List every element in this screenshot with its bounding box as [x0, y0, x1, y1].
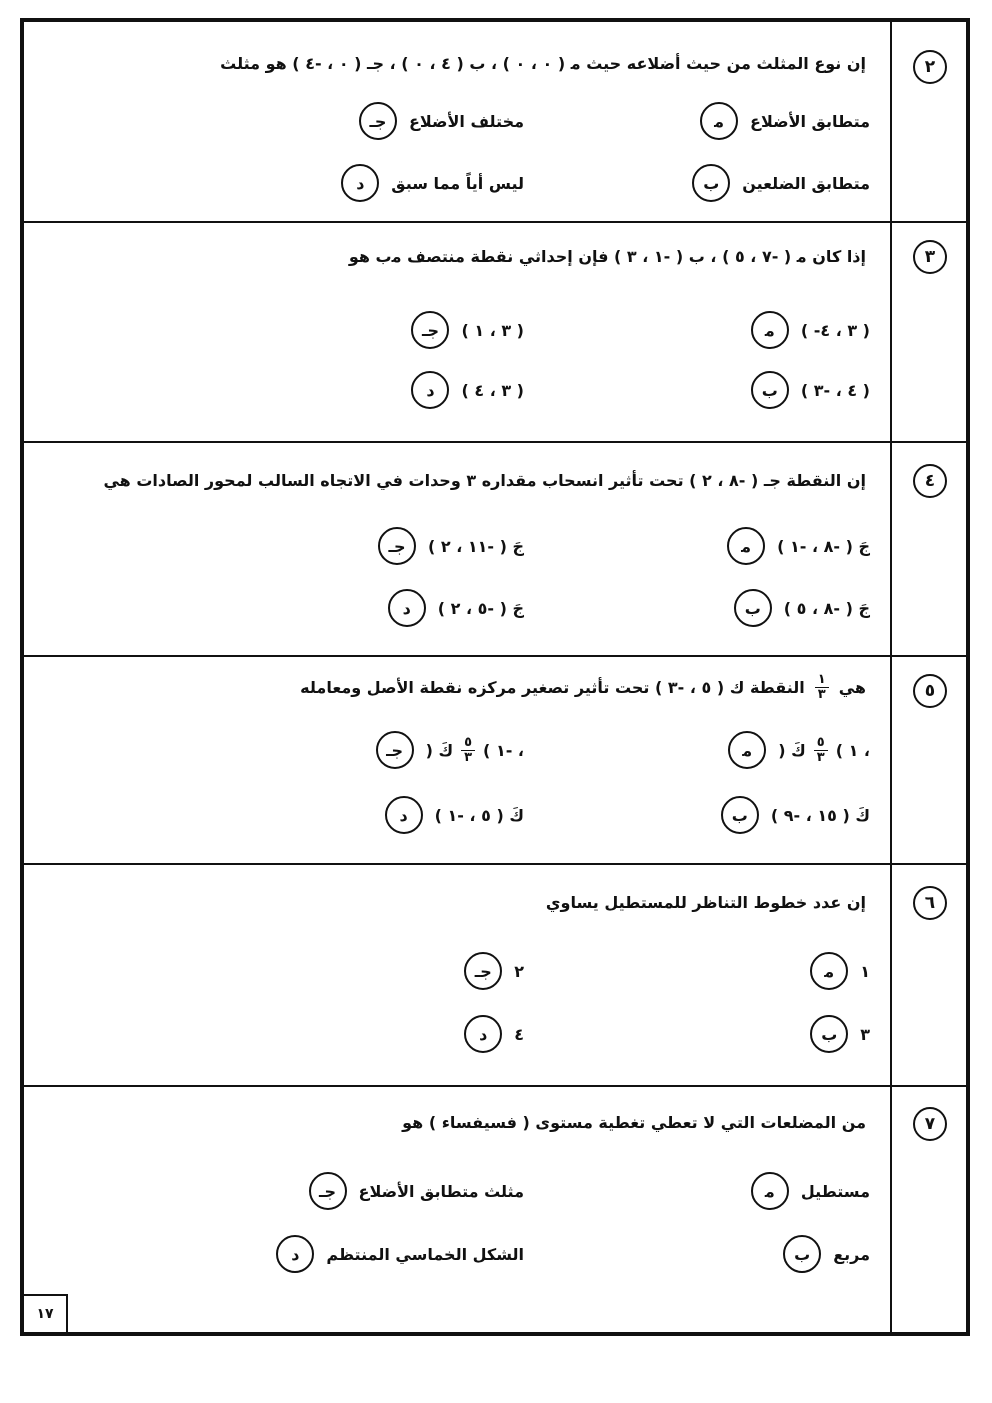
option-text: ( ٣ ، ٤ ) — [461, 380, 524, 400]
fraction-numerator: ٥ — [814, 736, 828, 751]
option-text: ٢ — [514, 961, 524, 981]
question-text-part: هي — [838, 678, 866, 697]
option-b[interactable] — [734, 589, 870, 627]
option-text: متطابق الضلعين — [742, 173, 870, 193]
question-text: إن نوع المثلث من حيث أضلاعه حيث ﻣ ( ٠ ، ٠ ) ، ب ( ٤ ، ٠ ) ، جـ ( ٠ ، -٤ ) هو مثلث — [220, 54, 866, 73]
option-b[interactable] — [810, 1015, 870, 1053]
option-d[interactable] — [411, 371, 524, 409]
option-a[interactable] — [751, 311, 870, 349]
option-text — [426, 736, 524, 765]
option-c[interactable] — [359, 102, 524, 140]
fraction-denominator: ٣ — [464, 749, 473, 765]
option-text: كَ ( ١٥ ، -٩ ) — [770, 805, 870, 825]
option-letter: ﻣ — [700, 102, 738, 140]
option-b[interactable] — [721, 796, 870, 834]
option-text: مثلث متطابق الأضلاع — [358, 1181, 524, 1201]
option-text: الشكل الخماسي المنتظم — [326, 1244, 524, 1264]
option-text-part: ، -١ ) — [483, 740, 524, 760]
option-letter: ب — [751, 371, 789, 409]
option-letter: د — [341, 164, 379, 202]
option-text: ٤ — [514, 1024, 524, 1044]
option-d[interactable] — [341, 164, 524, 202]
option-a[interactable] — [727, 527, 870, 565]
option-d[interactable] — [385, 796, 524, 834]
option-text: ( -٣ ، ٤ ) — [800, 320, 870, 340]
question-number: ٦ — [913, 886, 947, 920]
option-text: مستطيل — [800, 1181, 870, 1201]
question-row — [24, 221, 966, 443]
option-text: جَ ( -٨ ، -١ ) — [777, 536, 870, 556]
option-letter: د — [464, 1015, 502, 1053]
option-text-part: كَ ( — [778, 740, 806, 760]
question-text — [300, 673, 866, 702]
option-b[interactable] — [751, 371, 870, 409]
exam-sheet — [20, 18, 970, 1336]
option-letter: د — [276, 1235, 314, 1273]
question-text-part: النقطة ك ( ٥ ، -٣ ) تحت تأثير تصغير مركزه نقطة الأصل ومعامله — [300, 678, 805, 697]
fraction — [815, 673, 829, 702]
option-letter: ﻣ — [728, 731, 766, 769]
option-letter: ﻣ — [810, 952, 848, 990]
fraction-denominator: ٣ — [817, 687, 826, 702]
option-a[interactable] — [728, 731, 870, 769]
fraction-numerator: ٥ — [461, 736, 475, 751]
option-letter: د — [385, 796, 423, 834]
option-b[interactable] — [692, 164, 870, 202]
question-row — [24, 655, 966, 865]
option-letter: ﻣ — [751, 1172, 789, 1210]
option-letter: جـ — [378, 527, 416, 565]
option-letter: د — [388, 589, 426, 627]
option-d[interactable] — [276, 1235, 524, 1273]
option-text: ١ — [860, 961, 870, 981]
page-number: ١٧ — [24, 1294, 68, 1332]
option-c[interactable] — [411, 311, 524, 349]
question-number: ٢ — [913, 50, 947, 84]
option-text-part: ، ١ ) — [835, 740, 870, 760]
option-d[interactable] — [388, 589, 524, 627]
option-text: مختلف الأضلاع — [408, 111, 524, 131]
option-text: متطابق الأضلاع — [750, 111, 870, 131]
option-letter: ﻣ — [751, 311, 789, 349]
option-text-part: كَ ( — [425, 740, 454, 760]
option-a[interactable] — [700, 102, 870, 140]
option-letter: ب — [783, 1235, 821, 1273]
option-letter: د — [411, 371, 449, 409]
question-text: من المضلعات التي لا تعطي تغطية مستوى ( فسيفساء ) هو — [402, 1113, 866, 1132]
option-d[interactable] — [464, 1015, 524, 1053]
option-c[interactable] — [464, 952, 524, 990]
option-text: مربع — [833, 1244, 870, 1264]
option-a[interactable] — [810, 952, 870, 990]
question-text: إن النقطة جـ ( -٨ ، ٢ ) تحت تأثير انسحاب مقداره ٣ وحدات في الاتجاه السالب لمحور الصادات هي — [103, 471, 866, 490]
option-letter: جـ — [359, 102, 397, 140]
question-number: ٣ — [913, 240, 947, 274]
option-text: ليس أياً مما سبق — [391, 173, 524, 193]
option-c[interactable] — [309, 1172, 524, 1210]
question-text: إن عدد خطوط التناظر للمستطيل يساوي — [545, 893, 866, 912]
option-letter: ب — [734, 589, 772, 627]
fraction — [461, 736, 475, 765]
question-number: ٤ — [913, 464, 947, 498]
option-letter: ب — [721, 796, 759, 834]
option-letter: جـ — [309, 1172, 347, 1210]
option-c[interactable] — [376, 731, 524, 769]
option-letter: ب — [810, 1015, 848, 1053]
option-a[interactable] — [751, 1172, 870, 1210]
question-text: إذا كان ﻣ ( -٧ ، ٥ ) ، ب ( -١ ، ٣ ) فإن إحداثي نقطة منتصف ﻣب هو — [348, 247, 866, 266]
option-c[interactable] — [378, 527, 524, 565]
option-text — [778, 736, 870, 765]
fraction — [814, 736, 828, 765]
question-row — [24, 441, 966, 657]
question-row — [24, 863, 966, 1087]
option-text: جَ ( -١١ ، ٢ ) — [427, 536, 524, 556]
option-text: جَ ( -٥ ، ٢ ) — [437, 598, 524, 618]
fraction-numerator: ١ — [815, 673, 829, 688]
fraction-denominator: ٣ — [816, 749, 825, 765]
question-row — [24, 1085, 966, 1336]
option-letter: جـ — [464, 952, 502, 990]
option-text: ٣ — [860, 1024, 870, 1044]
option-letter: ب — [692, 164, 730, 202]
question-number: ٥ — [913, 674, 947, 708]
option-letter: ﻣ — [727, 527, 765, 565]
option-b[interactable] — [783, 1235, 870, 1273]
question-number: ٧ — [913, 1107, 947, 1141]
option-letter: جـ — [376, 731, 414, 769]
question-row — [24, 22, 966, 223]
option-letter: جـ — [411, 311, 449, 349]
option-text: كَ ( ٥ ، -١ ) — [434, 805, 524, 825]
option-text: ( ٤ ، -٣ ) — [800, 380, 870, 400]
option-text: جَ ( -٨ ، ٥ ) — [783, 598, 870, 618]
option-text: ( ٣ ، ١ ) — [461, 320, 524, 340]
